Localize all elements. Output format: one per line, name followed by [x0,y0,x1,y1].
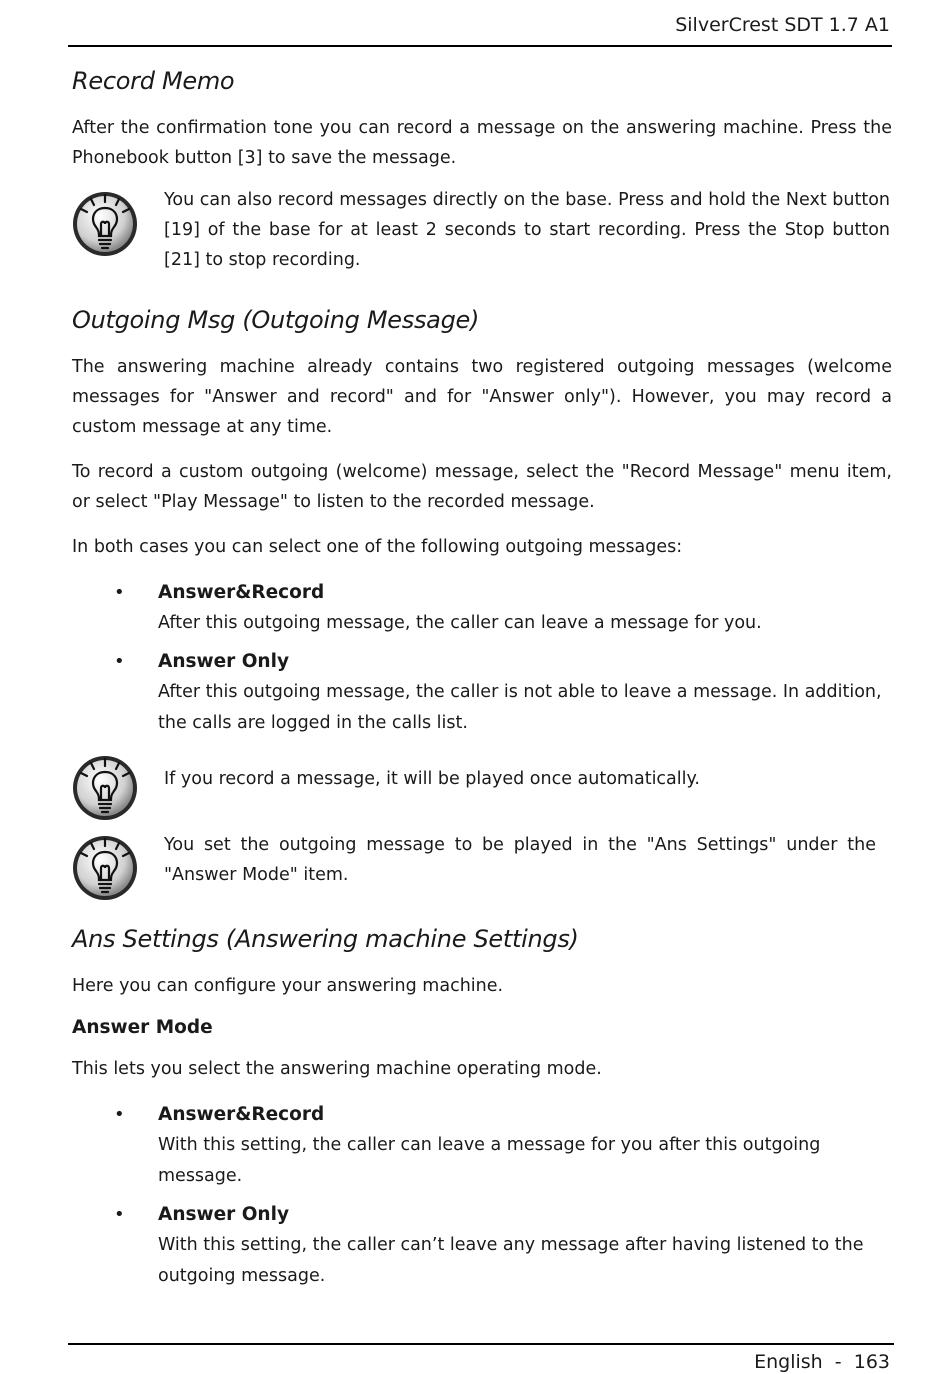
heading-outgoing-msg: Outgoing Msg (Outgoing Message) [72,306,480,334]
paragraph: In both cases you can select one of the following outgoing messages: [72,537,683,557]
note-box [72,833,892,903]
answer-mode-list [72,1100,892,1292]
heading-record-memo: Record Memo [72,67,235,95]
subheading-answer-mode: Answer Mode [72,1017,213,1038]
note-text: If you record a message, it will be played once automatically. [164,769,700,789]
lightbulb-icon [70,753,140,823]
list-item-desc: With this setting, the caller can leave a message for you after this outgoing message. [158,1135,821,1186]
paragraph: To record a custom outgoing (welcome) message, select the "Record Message" menu item, or select "Play Message" to listen to the recorded message. [72,462,892,512]
list-item: • Answer&Record After this outgoing message, the caller can leave a message for you. [72,578,892,639]
list-item: • Answer&Record With this setting, the caller can leave a message for you after this outgoing message. [72,1100,892,1192]
page-header [68,12,892,47]
page-footer [68,1343,894,1373]
heading-ans-settings: Ans Settings (Answering machine Settings) [72,925,579,953]
lightbulb-icon [70,189,140,259]
paragraph: Here you can configure your answering machine. [72,976,504,996]
list-item-desc: After this outgoing message, the caller can leave a message for you. [158,613,762,633]
note-box [72,189,892,275]
paragraph: After the confirmation tone you can record a message on the answering machine. Press the Phonebook button [3] to save the message. [72,118,892,168]
header-title: SilverCrest SDT 1.7 A1 [675,14,890,36]
list-item-desc: After this outgoing message, the caller is not able to leave a message. In addition, the calls are logged in the calls list. [158,682,882,733]
outgoing-message-list [72,578,892,739]
list-item: • Answer Only After this outgoing message, the caller is not able to leave a message. In addition, the calls are logged in the calls list. [72,647,892,739]
page-content [72,66,892,1292]
note-text: You set the outgoing message to be played in the "Ans Settings" under the "Answer Mode" item. [164,835,876,885]
list-item-term: Answer Only [158,1204,289,1225]
list-item-term: Answer&Record [158,582,325,603]
list-item-desc: With this setting, the caller can’t leave any message after having listened to the outgoing message. [158,1235,864,1286]
paragraph: The answering machine already contains two registered outgoing messages (welcome messages for "Answer and record" and for "Answer only"). However, you may record a custom message at any time. [72,357,892,437]
list-item: • Answer Only With this setting, the caller can’t leave any message after having listened to the outgoing message. [72,1200,892,1292]
note-box [72,753,892,823]
list-item-term: Answer Only [158,651,289,672]
footer-page-number: English - 163 [754,1351,890,1373]
paragraph: This lets you select the answering machine operating mode. [72,1059,602,1079]
list-item-term: Answer&Record [158,1104,325,1125]
lightbulb-icon [70,833,140,903]
note-text: You can also record messages directly on the base. Press and hold the Next button [19] of the base for at least 2 seconds to start recording. Press the Stop button [21] to stop recording. [164,190,890,270]
